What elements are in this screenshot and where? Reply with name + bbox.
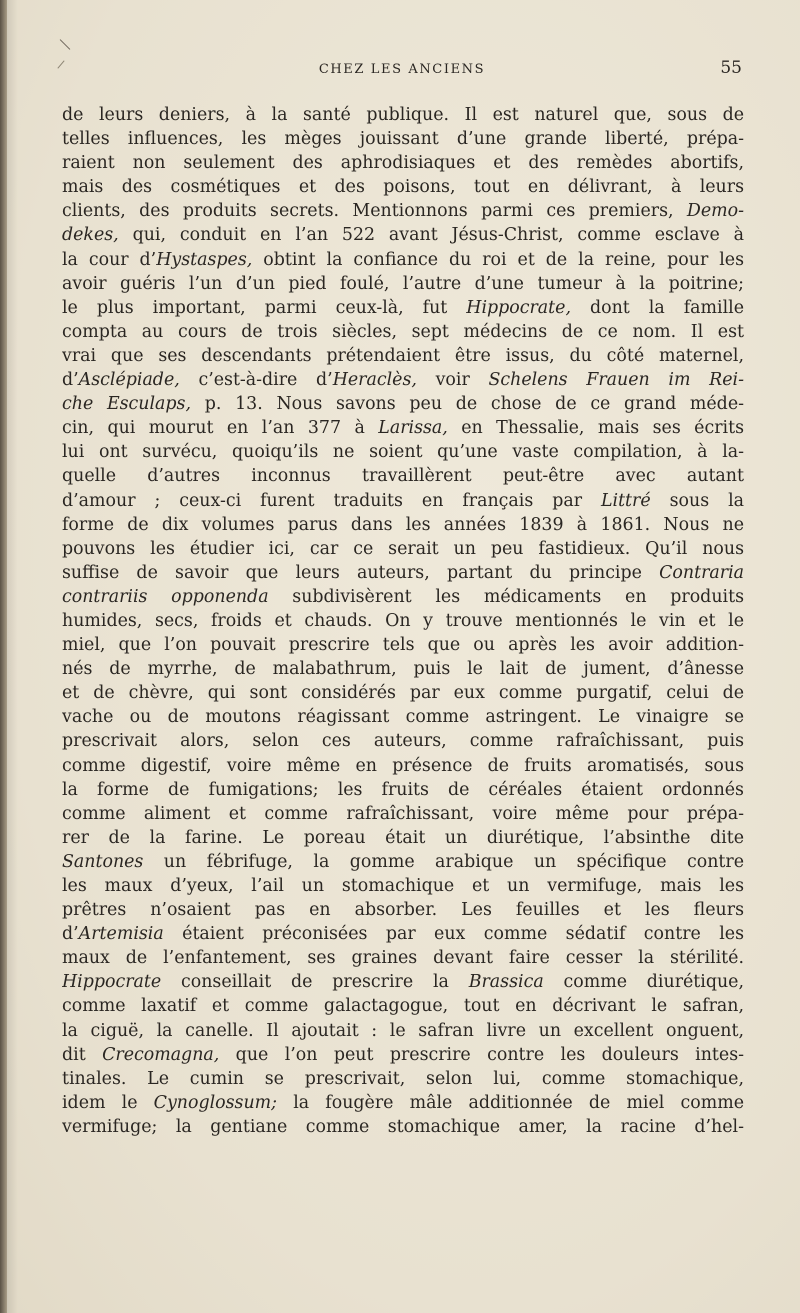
text-run: un fébrifuge, la gomme arabique un spécifique contre [143, 851, 744, 872]
text-line [62, 1115, 744, 1139]
text-run: mais des cosmétiques et des poisons, tout en délivrant, à leurs [62, 177, 744, 198]
text-run: étaient préconisées par eux comme sédatif contre les [163, 924, 744, 945]
text-line [62, 1067, 744, 1091]
text-line [62, 1019, 744, 1043]
text-run: voir [416, 370, 489, 391]
running-title: CHEZ LES ANCIENS [318, 62, 486, 77]
text-run: compta au cours de trois siècles, sept médecins de ce nom. Il est [62, 321, 744, 342]
text-run: qui, conduit en l’an 522 avant Jésus-Christ, comme esclave à [118, 225, 744, 246]
text-line [62, 392, 744, 416]
text-run: clients, des produits secrets. Mentionnons parmi ces premiers, [62, 201, 687, 222]
text-run: comme digestif, voire même en présence de fruits aromatisés, sous [62, 755, 744, 776]
text-run: telles influences, les mèges jouissant d’une grande liberté, prépa- [62, 129, 744, 150]
text-line [62, 175, 744, 199]
text-line [62, 1091, 744, 1115]
text-line [62, 898, 744, 922]
text-line [62, 127, 744, 151]
text-line [62, 489, 744, 513]
italic-term: Schelens Frauen im Rei- [488, 370, 744, 391]
text-run: raient non seulement des aphrodisiaques et des remèdes abortifs, [62, 153, 744, 174]
text-run: forme de dix volumes parus dans les années 1839 à 1861. Nous ne [62, 514, 744, 535]
text-run: les maux d’yeux, l’ail un stomachique et un vermifuge, mais les [62, 876, 744, 896]
italic-term: Crecomagna, [102, 1044, 220, 1065]
margin-pencil-mark [60, 39, 71, 50]
text-line [62, 513, 744, 537]
text-line [62, 248, 744, 272]
text-line [62, 368, 744, 392]
text-run: vrai que ses descendants prétendaient être issus, du côté maternel, [62, 345, 744, 366]
text-run: maux de l’enfantement, ses graines devant faire cesser la stérilité. [62, 948, 744, 969]
italic-term: Larissa, [378, 418, 448, 439]
text-run: nés de myrrhe, de malabathrum, puis le lait de jument, d’ânesse [62, 659, 744, 680]
text-line [62, 609, 744, 633]
text-run: d’ [62, 370, 79, 391]
italic-term: Asclépiade, [78, 370, 180, 391]
text-line [62, 946, 744, 970]
text-run: humides, secs, froids et chauds. On y trouve mentionnés le vin et le [62, 610, 744, 631]
text-line [62, 778, 744, 802]
italic-term: Hippocrate [62, 972, 162, 993]
text-run: prescrivait alors, selon ces auteurs, comme rafraîchissant, puis [62, 731, 744, 752]
text-run: quelle d’autres inconnus travaillèrent peut-être avec autant [62, 466, 744, 487]
text-line [62, 585, 744, 609]
text-line [62, 681, 744, 705]
text-run: cin, qui mourut en l’an 377 à [62, 418, 379, 439]
text-run: lui ont survécu, quoiqu’ils ne soient qu’une vaste compilation, à la- [62, 442, 744, 463]
text-run: comme laxatif et comme galactagogue, tout en décrivant le safran, [62, 996, 744, 1017]
text-line [62, 416, 744, 440]
italic-term: Contraria [659, 562, 744, 583]
italic-term: Heraclès, [332, 370, 417, 391]
italic-term: Brassica [468, 972, 544, 993]
text-run: suffise de savoir que leurs auteurs, partant du principe [62, 562, 660, 583]
italic-term: che Esculaps, [62, 394, 192, 415]
text-line [62, 970, 744, 994]
text-line [62, 464, 744, 488]
text-run: la fougère mâle additionnée de miel comme [277, 1092, 744, 1113]
text-run: sous la [650, 490, 744, 511]
italic-term: Cynoglossum; [153, 1092, 278, 1113]
text-run: c’est-à-dire d’ [179, 370, 333, 391]
text-run: le plus important, parmi ceux-là, fut [62, 297, 467, 318]
body-text [62, 103, 744, 1139]
text-run: comme aliment et comme rafraîchissant, voire même pour prépa- [62, 803, 744, 824]
text-line [62, 344, 744, 368]
text-line [62, 994, 744, 1018]
text-run: rer de la farine. Le poreau était un diurétique, l’absinthe dite [62, 827, 744, 848]
text-run: d’ [62, 924, 79, 945]
text-run: et de chèvre, qui sont considérés par eux comme purgatif, celui de [62, 683, 744, 704]
text-line [62, 826, 744, 850]
text-run: avoir guéris l’un d’un pied foulé, l’autre d’une tumeur à la poitrine; [62, 273, 744, 294]
text-line [62, 223, 744, 247]
text-line [62, 633, 744, 657]
italic-term: Hippocrate, [466, 297, 571, 318]
text-line [62, 199, 744, 223]
italic-term: Santones [62, 851, 144, 872]
text-line [62, 440, 744, 464]
running-header [62, 58, 742, 82]
text-run: la ciguë, la canelle. Il ajoutait : le safran livre un excellent onguent, [62, 1020, 744, 1041]
text-run: miel, que l’on pouvait prescrire tels que ou après les avoir addition- [62, 635, 744, 656]
text-line [62, 537, 744, 561]
text-line [62, 296, 744, 320]
text-line [62, 705, 744, 729]
text-run: de leurs deniers, à la santé publique. Il est naturel que, sous de [62, 105, 744, 125]
text-run: obtint la confiance du roi et de la reine, pour les [252, 249, 744, 270]
text-line [62, 874, 744, 898]
text-line [62, 657, 744, 681]
text-run: vermifuge; la gentiane comme stomachique amer, la racine d’hel- [62, 1116, 744, 1137]
text-line [62, 754, 744, 778]
text-run: p. 13. Nous savons peu de chose de ce grand méde- [191, 394, 744, 415]
text-line [62, 272, 744, 296]
text-run: idem le [62, 1092, 154, 1113]
text-run: vache ou de moutons réagissant comme astringent. Le vinaigre se [62, 707, 744, 728]
text-run: conseillait de prescrire la [161, 972, 469, 993]
text-line [62, 103, 744, 127]
text-run: en Thessalie, mais ses écrits [447, 418, 744, 439]
italic-term: Demo- [686, 201, 744, 222]
text-run: d’amour ; ceux-ci furent traduits en français par [62, 490, 601, 511]
text-run: dit [62, 1044, 103, 1065]
text-run: subdivisèrent les médicaments en produits [268, 586, 744, 607]
text-line [62, 802, 744, 826]
text-line [62, 561, 744, 585]
text-run: tinales. Le cumin se prescrivait, selon lui, comme stomachique, [62, 1068, 744, 1089]
text-run: prêtres n’osaient pas en absorber. Les feuilles et les fleurs [62, 900, 744, 921]
book-spine-shadow [0, 0, 7, 1313]
italic-term: contrariis opponenda [62, 586, 269, 607]
text-run: comme diurétique, [543, 972, 744, 993]
text-run: que l’on peut prescrire contre les douleurs intes- [219, 1044, 744, 1065]
text-line [62, 922, 744, 946]
text-run: dont la famille [570, 297, 744, 318]
text-line [62, 850, 744, 874]
italic-term: Hystaspes, [156, 249, 253, 270]
page-number: 55 [720, 58, 742, 78]
text-line [62, 320, 744, 344]
italic-term: Artemisia [78, 924, 164, 945]
text-run: la forme de fumigations; les fruits de céréales étaient ordonnés [62, 779, 744, 800]
text-line [62, 151, 744, 175]
text-line [62, 729, 744, 753]
italic-term: Littré [600, 490, 651, 511]
italic-term: dekes, [62, 225, 119, 246]
text-run: la cour d’ [62, 249, 157, 270]
text-run: pouvons les étudier ici, car ce serait un peu fastidieux. Qu’il nous [62, 538, 744, 559]
text-line [62, 1043, 744, 1067]
